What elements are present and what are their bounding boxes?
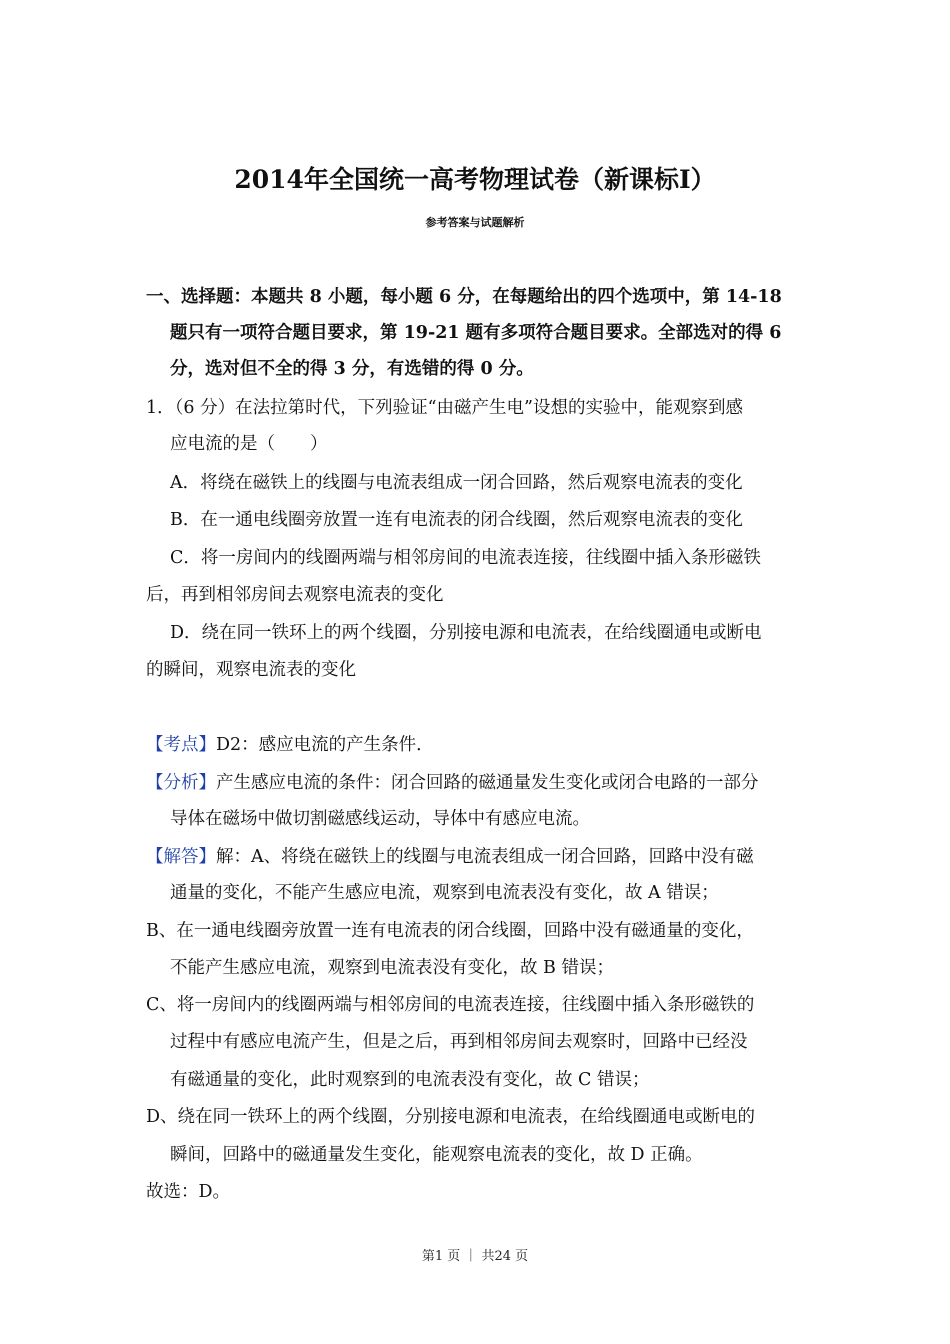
section-heading-line-3: 分，选对但不全的得 3 分，有选错的得 0 分。 [170, 359, 534, 379]
jieda-line-9: 瞬间，回路中的磁通量发生变化，能观察电流表的变化，故 D 正确。 [170, 1145, 703, 1165]
jieda-line-5: C、将一房间内的线圈两端与相邻房间的电流表连接，往线圈中插入条形磁铁的 [146, 995, 755, 1015]
fenxi-tag: 【分析】 [146, 773, 216, 793]
jieda-row [146, 846, 754, 868]
jieda-line-7: 有磁通量的变化，此时观察到的电流表没有变化，故 C 错误； [170, 1070, 650, 1090]
question-stem-line-2: 应电流的是（ ） [170, 434, 328, 454]
option-c-line-2: 后，再到相邻房间去观察电流表的变化 [146, 585, 444, 605]
jieda-line-8: D、绕在同一铁环上的两个线圈，分别接电源和电流表，在给线圈通电或断电的 [146, 1107, 756, 1127]
jieda-line-6: 过程中有感应电流产生，但是之后，再到相邻房间去观察时，回路中已经没 [170, 1032, 748, 1052]
page-footer: 第1 页 ｜ 共24 页 [421, 1249, 529, 1264]
jieda-line-2: 通量的变化，不能产生感应电流，观察到电流表没有变化，故 A 错误； [170, 883, 719, 903]
conclusion: 故选：D。 [146, 1182, 231, 1202]
jieda-tag: 【解答】 [146, 847, 216, 867]
page-title: 2014年全国统一高考物理试卷（新课标I） [234, 165, 716, 194]
option-c-line-1: C．将一房间内的线圈两端与相邻房间的电流表连接，往线圈中插入条形磁铁 [170, 548, 761, 568]
section-heading-line-2: 题只有一项符合题目要求，第 19-21 题有多项符合题目要求。全部选对的得 6 [170, 323, 782, 343]
option-d-line-2: 的瞬间，观察电流表的变化 [146, 660, 356, 680]
section-heading-line-1: 一、选择题：本题共 8 小题，每小题 6 分，在每题给出的四个选项中，第 14-18 [146, 287, 782, 307]
kaodian-text: D2：感应电流的产生条件． [216, 735, 434, 755]
option-a: A．将绕在磁铁上的线圈与电流表组成一闭合回路，然后观察电流表的变化 [170, 473, 743, 493]
fenxi-line-1: 产生感应电流的条件：闭合回路的磁通量发生变化或闭合电路的一部分 [216, 773, 759, 793]
fenxi-row [146, 772, 759, 794]
option-b: B．在一通电线圈旁放置一连有电流表的闭合线圈，然后观察电流表的变化 [170, 510, 743, 530]
jieda-line-1: 解：A、将绕在磁铁上的线圈与电流表组成一闭合回路，回路中没有磁 [216, 847, 754, 867]
question-stem-line-1: 1．（6 分）在法拉第时代，下列验证“由磁产生电”设想的实验中，能观察到感 [146, 398, 743, 418]
page-subtitle: 参考答案与试题解析 [425, 216, 525, 229]
option-d-line-1: D．绕在同一铁环上的两个线圈，分别接电源和电流表，在给线圈通电或断电 [170, 623, 762, 643]
fenxi-line-2: 导体在磁场中做切割磁感线运动，导体中有感应电流。 [170, 809, 590, 829]
kaodian-tag: 【考点】 [146, 735, 216, 755]
jieda-line-3: B、在一通电线圈旁放置一连有电流表的闭合线圈，回路中没有磁通量的变化， [146, 921, 754, 941]
jieda-line-4: 不能产生感应电流，观察到电流表没有变化，故 B 错误； [170, 958, 614, 978]
kaodian-row [146, 734, 434, 756]
